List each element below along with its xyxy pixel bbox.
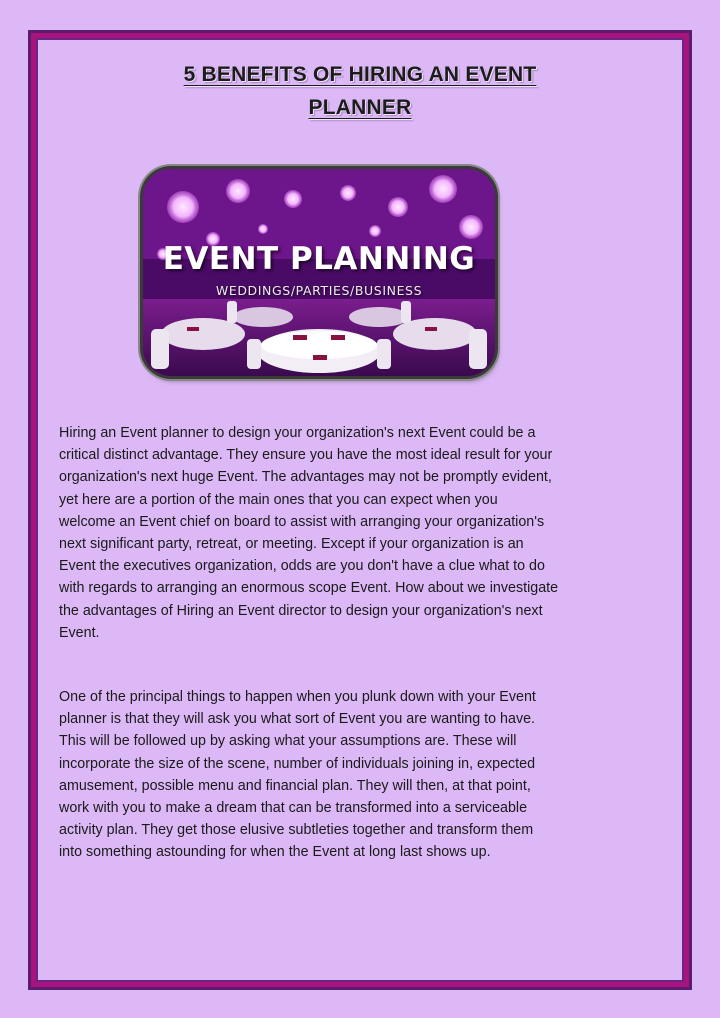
event-planning-banner-image [143, 169, 495, 376]
page-title [0, 58, 720, 124]
banner-subheading: WEDDINGS/PARTIES/BUSINESS [215, 283, 423, 298]
title-line-1: 5 BENEFITS OF HIRING AN EVENT [183, 63, 537, 86]
paragraph-intro: Hiring an Event planner to design your organization's next Event could be a critical distinct advantage. They ensure you have the most ideal result for your organization's next huge Event. The advantages may not be promptly evident, yet here are a portion of the main ones that you can expect when you welcome an Event chief on board to assist with arranging your organization's next significant party, retreat, or meeting. Except if your organization is an Event the executives organization, odds are you don't have a clue what to do with regards to arranging an enormous scope Event. How about we investigate the advantages of Hiring an Event director to design your organization's next Event. [59, 425, 559, 641]
paragraph-benefit-1: One of the principal things to happen when you plunk down with your Event planner is that they will ask you what sort of Event you are wanting to have. This will be followed up by asking what your assumptions are. These will incorporate the size of the scene, number of individuals joining in, expected amusement, possible menu and financial plan. They will then, at that point, work with you to make a dream that can be transformed into a serviceable activity plan. They get those elusive subtleties together and transform them into something astounding for when the Event at long last shows up. [59, 689, 536, 861]
title-line-2: PLANNER [308, 96, 412, 119]
banner-heading: EVENT PLANNING [162, 241, 476, 277]
